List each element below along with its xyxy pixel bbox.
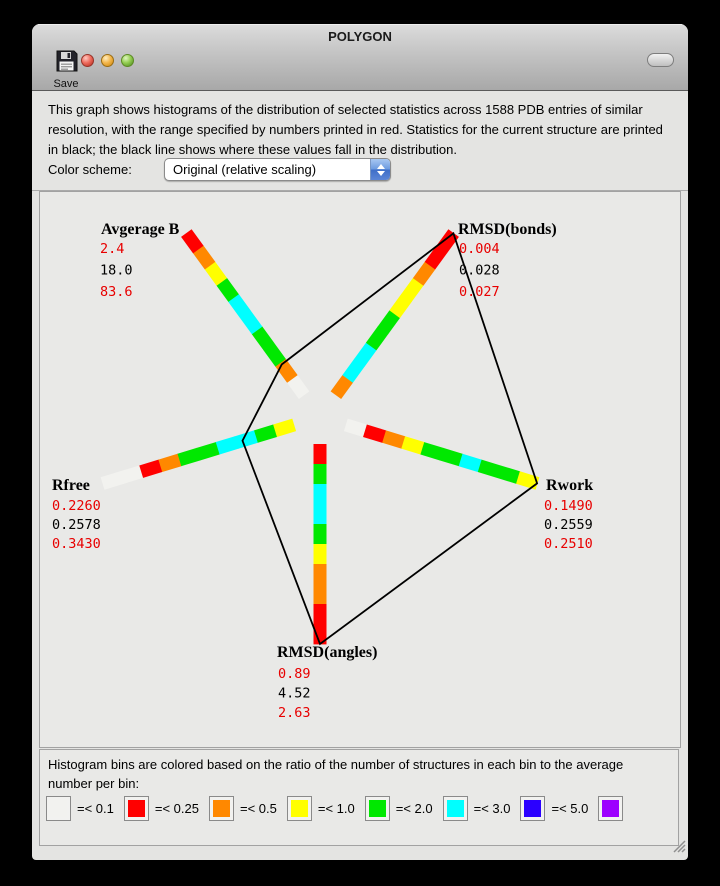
legend-label: =< 2.0 <box>395 801 433 816</box>
save-button[interactable] <box>44 50 88 88</box>
legend-label: =< 0.5 <box>239 801 277 816</box>
axis-max-rmsd-bonds-: 0.027 <box>459 284 500 300</box>
title-bar[interactable] <box>32 24 688 48</box>
legend-description-text: Histogram bins are colored based on the ratio of the number of structures in each bin to the average number per bin: <box>48 757 624 791</box>
axis-min-rwork: 0.1490 <box>544 498 593 514</box>
legend-swatch-orange <box>209 796 234 821</box>
axis-max-rwork: 0.2510 <box>544 536 593 552</box>
axis-bar-avgerage-b <box>181 229 309 399</box>
color-scheme-row <box>48 158 668 182</box>
axis-title-rmsd-bonds-: RMSD(bonds) <box>458 221 557 238</box>
axis-bar-rmsd-angles- <box>314 444 327 644</box>
axis-min-rmsd-angles-: 0.89 <box>278 666 311 682</box>
axis-min-avgerage-b: 2.4 <box>100 241 125 257</box>
axis-bar-rmsd-bonds- <box>331 229 459 399</box>
axis-value-rmsd-angles-: 4.52 <box>278 685 311 702</box>
legend-swatch-blue <box>520 796 545 821</box>
legend-label: =< 1.0 <box>317 801 355 816</box>
polygon-radar-chart <box>40 192 680 747</box>
axis-max-avgerage-b: 83.6 <box>100 284 133 300</box>
axis-title-rfree: Rfree <box>52 477 90 494</box>
polygon-plot-panel <box>39 191 681 748</box>
polygon-window <box>32 24 688 860</box>
save-floppy-icon <box>55 50 78 77</box>
save-button-label: Save <box>53 78 79 90</box>
axis-title-rwork: Rwork <box>546 477 594 494</box>
legend-row <box>46 796 676 821</box>
axis-min-rmsd-bonds-: 0.004 <box>459 241 500 257</box>
legend-swatch-green <box>365 796 390 821</box>
legend-label: =< 0.1 <box>77 801 114 816</box>
legend-label: =< 0.25 <box>154 801 199 816</box>
legend-swatch-yellow <box>287 796 312 821</box>
legend-swatch-purple <box>598 796 623 821</box>
window-title: POLYGON <box>328 29 392 44</box>
axis-title-avgerage-b: Avgerage B <box>101 221 180 238</box>
legend-label: =< 3.0 <box>473 801 511 816</box>
window-chrome <box>32 24 688 91</box>
zoom-button[interactable] <box>121 54 134 67</box>
legend-panel <box>39 749 679 846</box>
axis-value-rmsd-bonds-: 0.028 <box>459 262 500 279</box>
minimize-button[interactable] <box>101 54 114 67</box>
axis-value-rwork: 0.2559 <box>544 517 593 533</box>
legend-label: =< 5.0 <box>551 801 589 816</box>
dropdown-stepper-icon[interactable] <box>370 159 390 180</box>
axis-title-rmsd-angles-: RMSD(angles) <box>277 644 378 661</box>
color-scheme-dropdown[interactable] <box>164 158 391 181</box>
axis-value-avgerage-b: 18.0 <box>100 262 133 279</box>
legend-swatch-red <box>124 796 149 821</box>
legend-swatch-white <box>46 796 71 821</box>
axis-value-rfree: 0.2578 <box>52 517 101 533</box>
description-text: This graph shows histograms of the distribution of selected statistics across 1588 PDB entries of similar resolution, with the range specified by numbers printed in red. Statistics for the current structure are printed in black; the black line shows where these values fall in the distribution. <box>48 102 663 157</box>
axis-min-rfree: 0.2260 <box>52 498 101 514</box>
stepper-up-arrow-icon <box>377 164 385 169</box>
color-scheme-label: Color scheme: <box>48 162 132 177</box>
resize-grip[interactable] <box>671 838 686 858</box>
stepper-down-arrow-icon <box>377 171 385 176</box>
axis-bar-rwork <box>344 419 539 490</box>
color-scheme-selected-value: Original (relative scaling) <box>173 162 317 177</box>
axis-max-rfree: 0.3430 <box>52 536 101 552</box>
legend-swatch-cyan <box>443 796 468 821</box>
toolbar-toggle-button[interactable] <box>647 53 674 67</box>
axis-max-rmsd-angles-: 2.63 <box>278 705 311 721</box>
axis-bar-rfree <box>101 419 296 490</box>
